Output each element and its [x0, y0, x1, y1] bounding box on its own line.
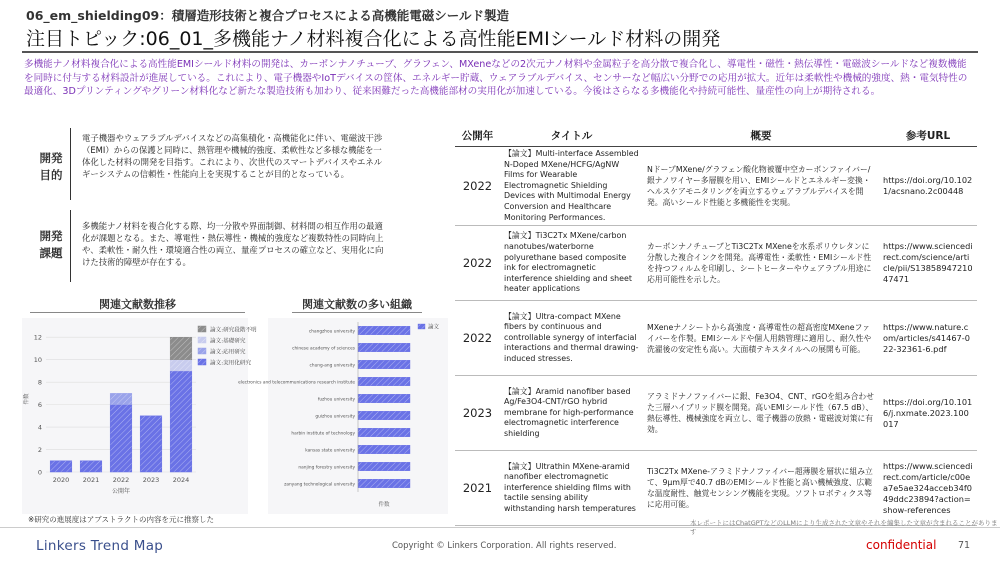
row-summary: アラミドナノファイバーに銀、Fe3O4、CNT、rGOを組み合わせた三層ハイブリッド膜を開発。高いEMIシールド性（67.5 dB）、熱伝導性、機械強度を両立し、電子機器の放熱・電磁波対策に有効。: [643, 376, 879, 451]
row-url-link[interactable]: https://www.sciencedirect.com/article/c00ea7e5ae324acceb34f049ddc23894?action=show-references: [879, 451, 977, 526]
brand-logo: Linkers Trend Map: [36, 538, 164, 554]
legend-swatch: [198, 359, 206, 365]
llm-disclaimer: 本レポートにはChatGPTなどのLLMにより生成された文章やそれを編集した文章が含まれることがあります: [690, 519, 998, 536]
row-title: 【論文】Aramid nanofiber based Ag/Fe3O4-CNT/rGO hybrid membrane for high-performance electromagnetic interference shielding: [500, 376, 643, 451]
org-bar: [358, 462, 410, 471]
legend-swatch: [198, 348, 206, 354]
x-axis-label: 件数: [378, 502, 390, 508]
col-header-title: タイトル: [500, 125, 643, 147]
legend-label: 論文: [428, 324, 440, 331]
table-header-row: [455, 125, 977, 147]
org-label: nanjing forestry university: [298, 465, 355, 471]
org-chart-rule: [292, 312, 422, 313]
report-subtitle: 06_em_shielding09：積層造形技術と複合プロセスによる高機能電磁シールド製造: [26, 8, 510, 23]
row-year: 2022: [455, 301, 500, 376]
row-url-link[interactable]: https://doi.org/10.1016/j.nxmate.2023.100017: [879, 376, 977, 451]
publication-trend-chart: [22, 318, 257, 514]
trend-chart-title: 関連文献数推移: [99, 298, 176, 311]
bar-segment: [170, 371, 192, 472]
bar-segment: [80, 461, 102, 472]
row-title: 【論文】Multi-interface Assembled N-Doped MXene/HCFG/AgNW Films for Wearable Electromagnetic Shielding Devices with Multimodal Energy Conversion and Healthcare Monitoring Performances.: [500, 147, 643, 226]
copyright-text: Copyright © Linkers Corporation. All rights reserved.: [392, 541, 617, 551]
legend-label: 論文:実用化研究: [210, 360, 252, 367]
org-bar: [358, 394, 410, 403]
x-axis-label: 公開年: [111, 488, 131, 495]
row-year: 2022: [455, 226, 500, 301]
topic-summary: 多機能ナノ材料複合化による高性能EMIシールド材料の開発は、カーボンナノチューブ、グラフェン、MXeneなどの2次元ナノ材料や金属粒子を高分散で複合化し、導電性・磁性・熱伝導性・電磁波シールドなど複数機能を同時に付与する材料設計が進展している。これにより、電子機器やIoTデバイスの筐体、エネルギー貯蔵、ウェアラブルデバイス、センサーなど幅広い分野での応用が拡大。近年は柔軟性や機械的強度、熱・電気特性の最適化、3Dプリンティングやグリーン材料化など新たな製造技術も加わり、従来困難だった高機能部材の実用化が加速している。今後はさらなる多機能化や持続可能性、量産性の向上が期待される。: [24, 59, 968, 98]
org-bar: [358, 479, 410, 488]
org-bar: [358, 343, 410, 352]
organization-chart: [238, 318, 448, 514]
legend-label: 論文:基礎研究: [210, 338, 246, 345]
row-url-link[interactable]: https://www.sciencedirect.com/science/article/pii/S1385894721047471: [879, 226, 977, 301]
row-url-link[interactable]: https://www.nature.com/articles/s41467-022-32361-6.pdf: [879, 301, 977, 376]
org-label: fuzhou university: [317, 397, 355, 403]
x-tick-label: 2021: [82, 476, 100, 484]
row-summary: MXeneナノシートから高強度・高導電性の超高密度MXeneファイバーを作製。EMIシールドや個人用熱管理に適用し、耐久性や洗濯後の安定性も高い。大面積テキスタイルへの展開も可能。: [643, 301, 879, 376]
y-tick-label: 8: [37, 378, 42, 387]
org-chart-title: 関連文献数の多い組織: [302, 298, 412, 311]
bar-segment: [110, 405, 132, 472]
org-label: kansas state university: [305, 448, 355, 454]
issues-label: [30, 228, 72, 262]
bar-segment: [50, 461, 72, 472]
trend-chart-rule: [30, 312, 245, 313]
bar-segment: [170, 337, 192, 359]
x-tick-label: 2022: [112, 476, 130, 484]
row-title: 【論文】Ultra-compact MXene fibers by continuous and controllable synergy of interfacial interactions and thermal drawing-induced stresses.: [500, 301, 643, 376]
chart-background: [22, 318, 248, 514]
row-summary: カーボンナノチューブとTi3C2Tx MXeneを水系ポリウレタンに分散した複合インクを開発。高導電性・柔軟性・EMIシールド性を持つフィルムを印刷し、シートヒーターやウェアラブル用途に応用可能性を示した。: [643, 226, 879, 301]
row-title: 【論文】Ti3C2Tx MXene/carbon nanotubes/waterborne polyurethane based composite ink for electromagnetic interference shielding and sheet heater applications: [500, 226, 643, 301]
y-tick-label: 6: [37, 401, 42, 410]
org-bar: [358, 411, 410, 420]
org-label: chung-ang university: [309, 363, 355, 369]
purpose-label-line1: 開発: [39, 151, 63, 165]
y-tick-label: 10: [33, 356, 42, 365]
x-tick-label: 2023: [142, 476, 160, 484]
y-tick-label: 4: [37, 423, 42, 432]
table-row: [455, 147, 977, 226]
literature-table: [455, 125, 977, 526]
row-url-link[interactable]: https://doi.org/10.1021/acsnano.2c00448: [879, 147, 977, 226]
org-label: chinese academy of sciences: [292, 346, 355, 352]
legend-swatch: [198, 337, 206, 343]
issues-text: 多機能ナノ材料を複合化する際、均一分散や界面制御、材料間の相互作用の最適化が課題となる。また、導電性・熱伝導性・機械的強度など複数特性の同時向上や、柔軟性・耐久性・環境適合性の両立、量産プロセスの確立など、実用化に向けた技術的障壁が存在する。: [82, 221, 384, 267]
legend-label: 論文:研究段階不明: [210, 327, 257, 334]
y-tick-label: 12: [33, 333, 42, 342]
y-tick-label: 0: [37, 468, 42, 477]
table-row: [455, 376, 977, 451]
research-stage-note: ※研究の進展度はアブストラクトの内容を元に推察した: [28, 515, 214, 524]
col-header-summary: 概要: [643, 125, 879, 147]
org-bar: [358, 445, 410, 454]
table-row: [455, 226, 977, 301]
page-number: 71: [958, 540, 971, 551]
bar-segment: [170, 360, 192, 371]
confidential-label: confidential: [866, 538, 937, 552]
row-summary: Ti3C2Tx MXene-アラミドナノファイバー超薄膜を層状に組み立て、9μm厚で40.7 dBのEMIシールド性能と高い機械強度、広範な温度耐性、触覚センシング機能を実現。ソフトロボティクス等に応用可能。: [643, 451, 879, 526]
y-tick-label: 2: [37, 446, 42, 455]
table-row: [455, 451, 977, 526]
col-header-url: 参考URL: [879, 125, 977, 147]
org-bar: [358, 360, 410, 369]
org-label: zanyang technological university: [284, 482, 355, 488]
org-label: changzhou university: [308, 329, 355, 335]
bar-segment: [140, 416, 162, 472]
org-bar: [358, 428, 410, 437]
org-label: guizhou university: [315, 414, 355, 420]
purpose-label: [30, 150, 72, 184]
row-title: 【論文】Ultrathin MXene-aramid nanofiber electromagnetic interference shielding films with tactile sensing ability withstanding harsh temperatures: [500, 451, 643, 526]
legend-label: 論文:応用研究: [210, 349, 246, 356]
legend-swatch: [418, 324, 425, 329]
legend-swatch: [198, 326, 206, 332]
col-header-year: 公開年: [455, 125, 500, 147]
row-year: 2021: [455, 451, 500, 526]
footer-divider: [0, 527, 1000, 528]
row-summary: NドープMXene/グラフェン酸化物被覆中空カーボンファイバー/銀ナノワイヤー多層膜を用い、EMIシールドとエネルギー変換・ヘルスケアモニタリングを両立するウェアラブルデバイスを開発。高いシールド性能と多機能性を実現。: [643, 147, 879, 226]
table-row: [455, 301, 977, 376]
issues-label-line2: 課題: [39, 246, 63, 260]
issues-label-line1: 開発: [39, 229, 63, 243]
page-title: 注目トピック:06_01_多機能ナノ材料複合化による高性能EMIシールド材料の開発: [26, 28, 721, 50]
purpose-label-line2: 目的: [39, 168, 63, 182]
org-bar: [358, 377, 410, 386]
org-label: harbin institute of technology: [291, 431, 355, 437]
x-tick-label: 2024: [172, 476, 190, 484]
org-label: electronics and telecommunications research institute: [238, 380, 355, 386]
org-bar: [358, 326, 410, 335]
row-year: 2023: [455, 376, 500, 451]
x-tick-label: 2020: [52, 476, 70, 484]
title-divider: [22, 51, 978, 53]
purpose-bracket: [70, 128, 74, 200]
row-year: 2022: [455, 147, 500, 226]
purpose-text: 電子機器やウェアラブルデバイスなどの高集積化・高機能化に伴い、電磁波干渉（EMI）からの保護と同時に、熱管理や機械的強度、柔軟性など多様な機能を一体化した材料の開発を目指す。これにより、次世代のスマートデバイスやエネルギーシステムの信頼性・性能向上を実現することが目的となっている。: [82, 133, 383, 179]
bar-segment: [110, 393, 132, 404]
y-axis-label: 件数: [24, 393, 30, 405]
issues-bracket: [70, 210, 74, 282]
